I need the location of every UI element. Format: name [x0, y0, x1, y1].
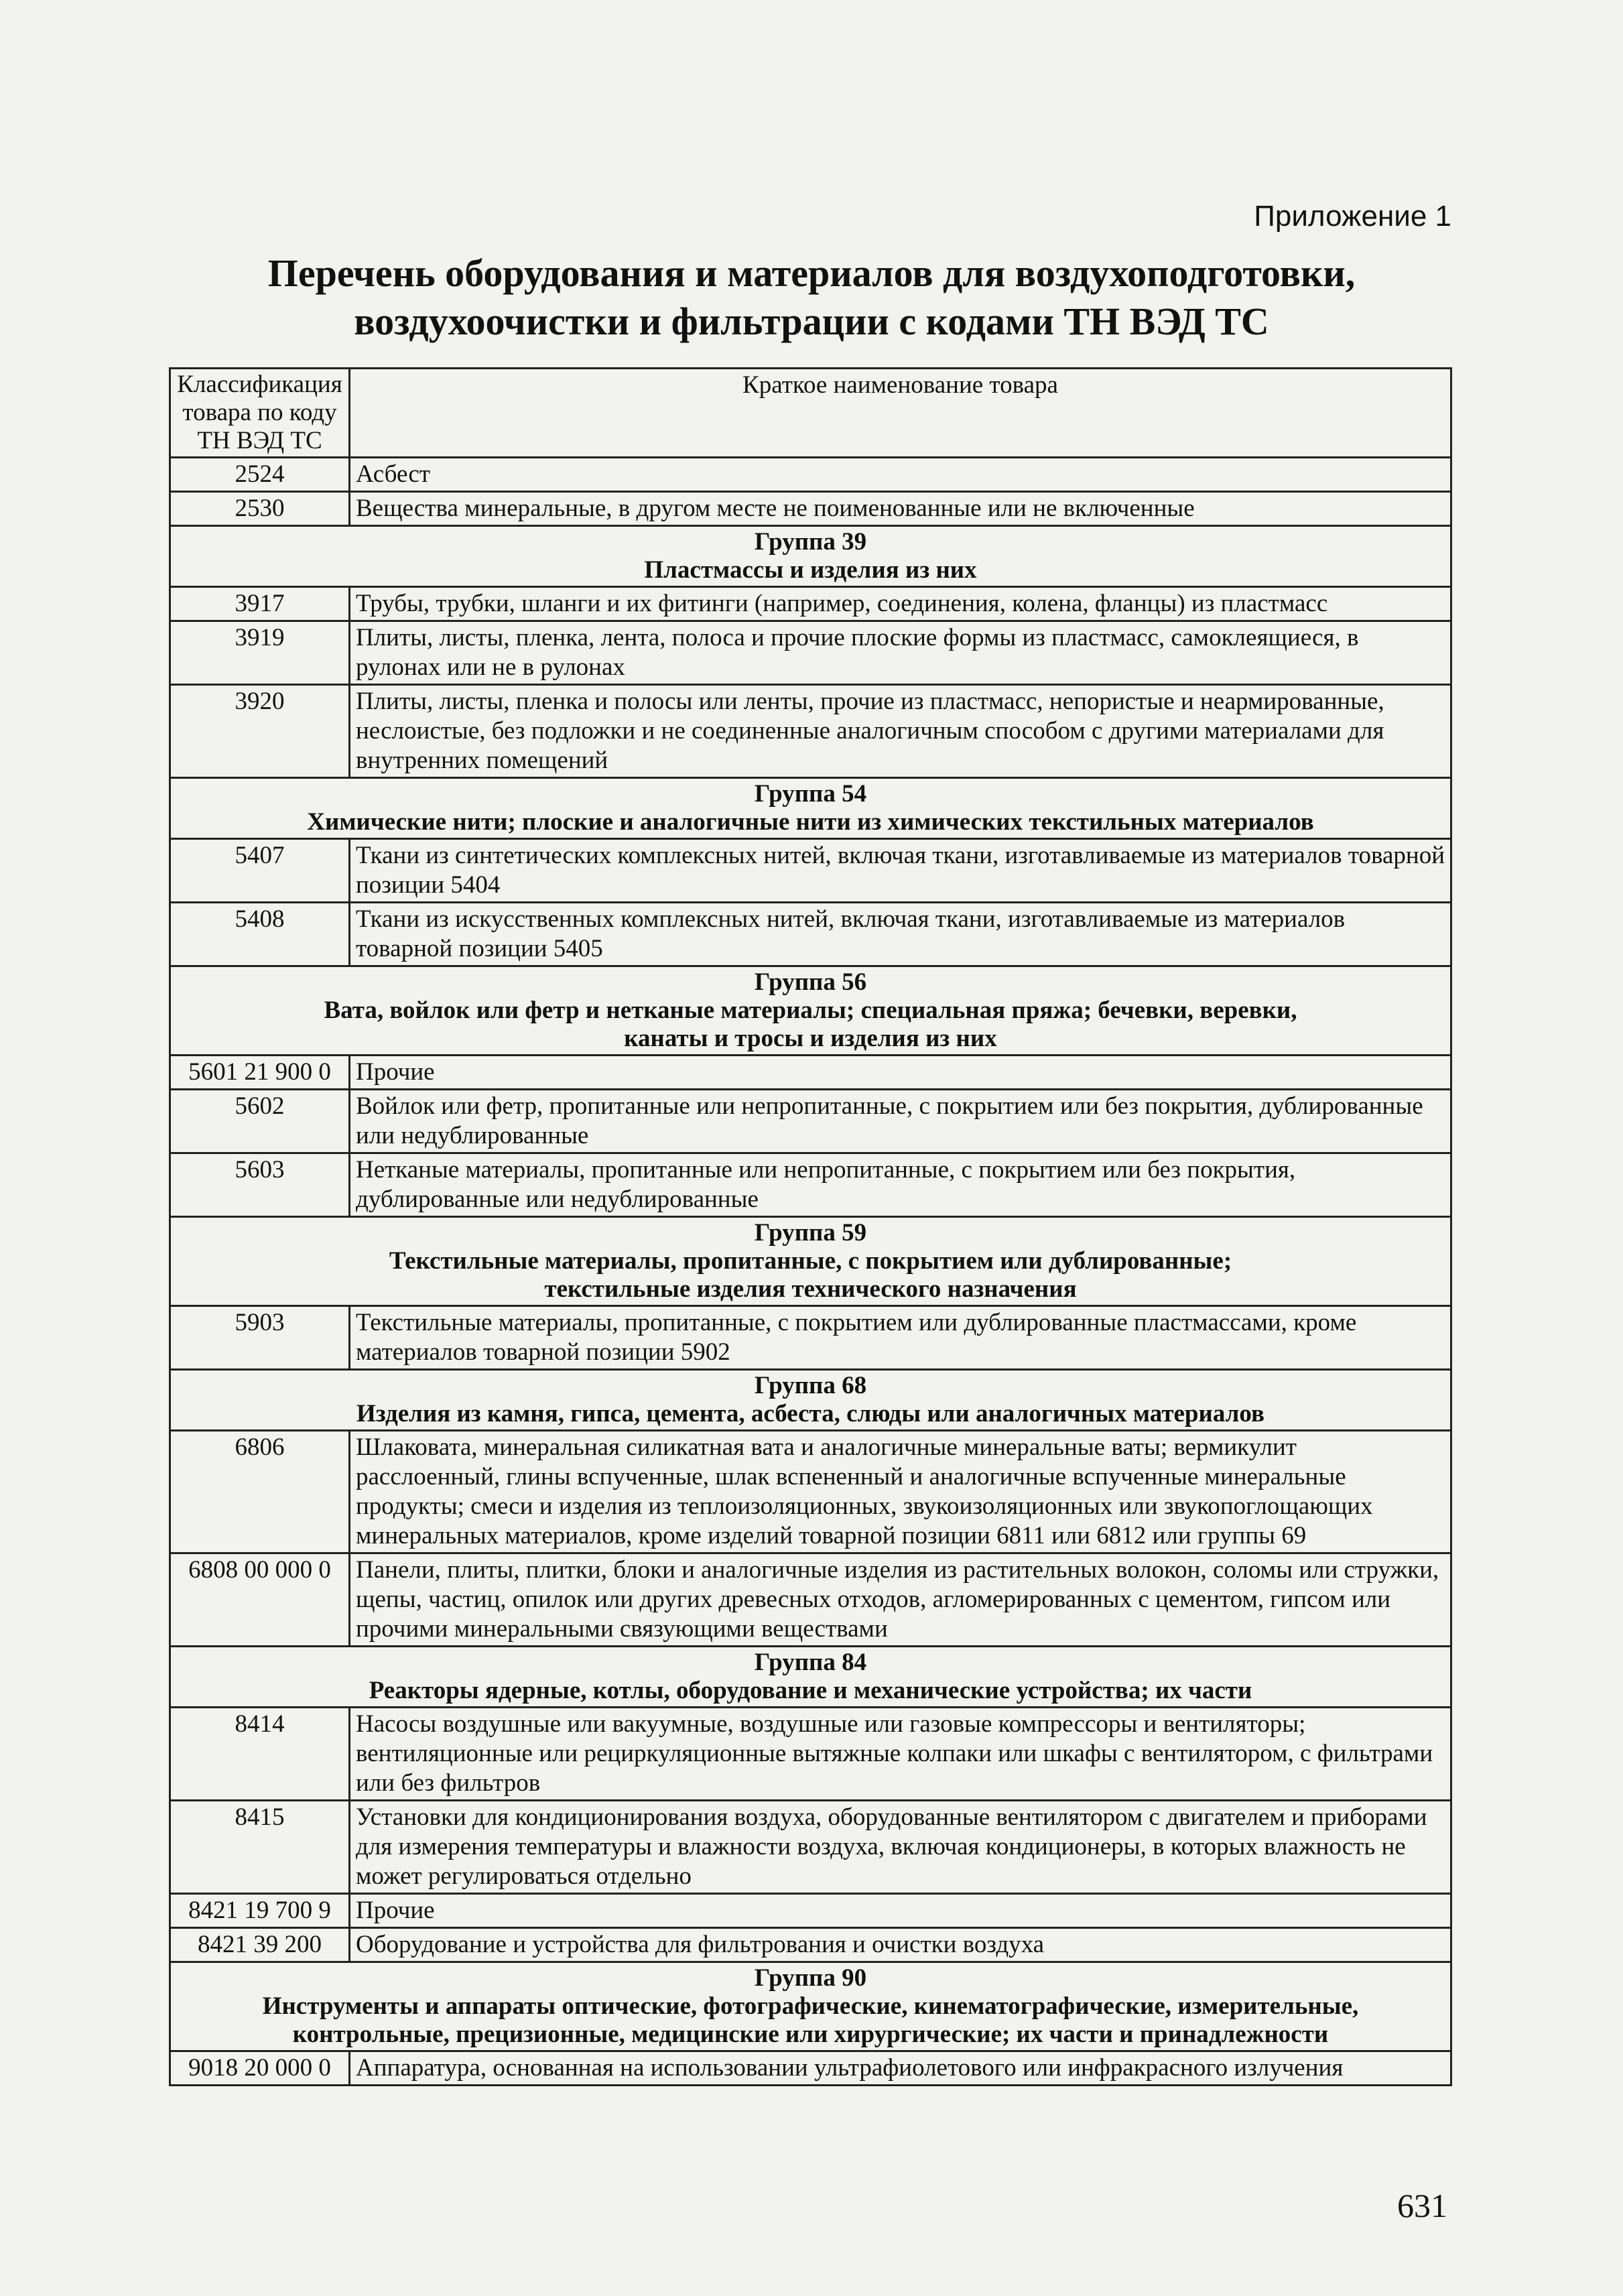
group-heading	[170, 1217, 1451, 1306]
page-number: 631	[1397, 2187, 1447, 2224]
hs-code-cell: 8415	[170, 1801, 350, 1894]
table-row	[170, 587, 1451, 621]
hs-code-cell: 6808 00 000 0	[170, 1553, 350, 1647]
product-name-cell: Насосы воздушные или вакуумные, воздушные или газовые компрессоры и вентиляторы; вентиляционные или рециркуляционные вытяжные колпаки или шкафы с вентилятором, с фильтрами или без фильтров	[350, 1708, 1451, 1801]
group-title-1: Пластмассы и изделия из них	[644, 556, 977, 584]
table-row	[170, 839, 1451, 903]
product-name-cell: Аппаратура, основанная на использовании ультрафиолетового или инфракрасного излучения	[350, 2051, 1451, 2086]
hs-code-cell: 6806	[170, 1431, 350, 1553]
group-row	[170, 966, 1451, 1056]
group-row	[170, 778, 1451, 839]
header-code-line-2: товара по коду	[182, 399, 337, 426]
hs-code-cell: 3920	[170, 685, 350, 778]
table-row	[170, 621, 1451, 685]
product-name-cell: Ткани из искусственных комплексных нитей, включая ткани, изготавливаемые из материалов товарной позиции 5405	[350, 903, 1451, 966]
group-number: Группа 68	[754, 1372, 867, 1399]
table-row	[170, 1431, 1451, 1553]
group-title-1: Изделия из камня, гипса, цемента, асбеста, слюды или аналогичных материалов	[356, 1400, 1264, 1427]
header-code-line-3: ТН ВЭД ТС	[197, 427, 322, 454]
group-row	[170, 1962, 1451, 2051]
product-name-cell: Шлаковата, минеральная силикатная вата и аналогичные минеральные ваты; вермикулит расслоенный, глины вспученные, шлак вспененный и аналогичные вспученные минеральные продукты; смеси и изделия из теплоизоляционных, звукоизоляционных или звукопоглощающих минеральных материалов, кроме изделий товарной позиции 6811 или 6812 или группы 69	[350, 1431, 1451, 1553]
hs-code-cell: 8421 19 700 9	[170, 1894, 350, 1928]
product-name-cell: Панели, плиты, плитки, блоки и аналогичные изделия из растительных волокон, соломы или стружки, щепы, частиц, опилок или других древесных отходов, агломерированных с цементом, гипсом или прочими минеральными связующими веществами	[350, 1553, 1451, 1647]
hs-code-cell: 5408	[170, 903, 350, 966]
product-name-cell: Трубы, трубки, шланги и их фитинги (например, соединения, колена, фланцы) из пластмасс	[350, 587, 1451, 621]
header-product-name: Краткое наименование товара	[350, 369, 1451, 458]
group-title-1: Инструменты и аппараты оптические, фотографические, кинематографические, измерительные,	[262, 1992, 1359, 2020]
hs-code-cell: 5601 21 900 0	[170, 1056, 350, 1090]
product-name-cell: Прочие	[350, 1894, 1451, 1928]
table-row	[170, 1153, 1451, 1217]
group-number: Группа 39	[754, 528, 867, 556]
table-row	[170, 903, 1451, 966]
table-row	[170, 2051, 1451, 2086]
hs-code-cell: 3919	[170, 621, 350, 685]
hs-code-cell: 2530	[170, 492, 350, 526]
group-title-2: контрольные, прецизионные, медицинские или хирургические; их части и принадлежности	[292, 2021, 1329, 2048]
group-heading	[170, 966, 1451, 1056]
product-name-cell: Асбест	[350, 458, 1451, 492]
group-heading	[170, 1370, 1451, 1431]
hs-code-cell: 5903	[170, 1306, 350, 1370]
hs-code-cell: 8414	[170, 1708, 350, 1801]
group-row	[170, 526, 1451, 587]
table-row	[170, 458, 1451, 492]
group-row	[170, 1370, 1451, 1431]
product-name-cell: Оборудование и устройства для фильтрования и очистки воздуха	[350, 1928, 1451, 1962]
product-name-cell: Прочие	[350, 1056, 1451, 1090]
appendix-label: Приложение 1	[1254, 200, 1451, 233]
group-row	[170, 1217, 1451, 1306]
product-name-cell: Плиты, листы, пленка, лента, полоса и прочие плоские формы из пластмасс, самоклеящиеся, в рулонах или не в рулонах	[350, 621, 1451, 685]
table-row	[170, 1894, 1451, 1928]
group-row	[170, 1647, 1451, 1708]
group-heading	[170, 526, 1451, 587]
hs-code-cell: 9018 20 000 0	[170, 2051, 350, 2086]
group-heading	[170, 1962, 1451, 2051]
hs-code-cell: 5602	[170, 1090, 350, 1153]
hs-code-cell: 5603	[170, 1153, 350, 1217]
product-name-cell: Нетканые материалы, пропитанные или непропитанные, с покрытием или без покрытия, дублированные или недублированные	[350, 1153, 1451, 1217]
header-classification	[170, 369, 350, 458]
group-title-1: Реакторы ядерные, котлы, оборудование и механические устройства; их части	[369, 1677, 1252, 1704]
group-number: Группа 59	[754, 1219, 867, 1247]
hs-code-cell: 3917	[170, 587, 350, 621]
group-number: Группа 54	[754, 780, 867, 808]
product-name-cell: Установки для кондиционирования воздуха, оборудованные вентилятором с двигателем и приборами для измерения температуры и влажности воздуха, включая кондиционеры, в которых влажность не может регулироваться отдельно	[350, 1801, 1451, 1894]
title-line-1: Перечень оборудования и материалов для воздухоподготовки,	[267, 251, 1356, 295]
table-row	[170, 1928, 1451, 1962]
group-title-1: Химические нити; плоские и аналогичные нити из химических текстильных материалов	[307, 808, 1314, 836]
group-number: Группа 90	[754, 1964, 867, 1992]
group-title-1: Вата, войлок или фетр и нетканые материалы; специальная пряжа; бечевки, веревки,	[324, 997, 1297, 1024]
group-title-2: канаты и тросы и изделия из них	[624, 1025, 997, 1052]
table-row	[170, 1090, 1451, 1153]
product-name-cell: Плиты, листы, пленка и полосы или ленты, прочие из пластмасс, непористые и неармированные, неслоистые, без подложки и не соединенные аналогичным способом с другими материалами для внутренних помещений	[350, 685, 1451, 778]
table-row	[170, 1553, 1451, 1647]
title-line-2: воздухоочистки и фильтрации с кодами ТН ВЭД ТС	[354, 300, 1269, 343]
hs-code-cell: 5407	[170, 839, 350, 903]
table-row	[170, 1056, 1451, 1090]
hs-code-cell: 2524	[170, 458, 350, 492]
document-title	[134, 249, 1489, 346]
table-row	[170, 685, 1451, 778]
goods-table	[169, 367, 1452, 2086]
product-name-cell: Вещества минеральные, в другом месте не поименованные или не включенные	[350, 492, 1451, 526]
table-row	[170, 1708, 1451, 1801]
group-title-1: Текстильные материалы, пропитанные, с покрытием или дублированные;	[389, 1247, 1232, 1275]
product-name-cell: Ткани из синтетических комплексных нитей, включая ткани, изготавливаемые из материалов товарной позиции 5404	[350, 839, 1451, 903]
product-name-cell: Войлок или фетр, пропитанные или непропитанные, с покрытием или без покрытия, дублированные или недублированные	[350, 1090, 1451, 1153]
table-row	[170, 492, 1451, 526]
product-name-cell: Текстильные материалы, пропитанные, с покрытием или дублированные пластмассами, кроме материалов товарной позиции 5902	[350, 1306, 1451, 1370]
group-number: Группа 56	[754, 968, 867, 996]
table-row	[170, 1306, 1451, 1370]
table-body	[170, 458, 1451, 2086]
group-title-2: текстильные изделия технического назначения	[544, 1275, 1077, 1303]
group-heading	[170, 1647, 1451, 1708]
table-row	[170, 1801, 1451, 1894]
group-heading	[170, 778, 1451, 839]
hs-code-cell: 8421 39 200	[170, 1928, 350, 1962]
group-number: Группа 84	[754, 1649, 867, 1676]
table-header-row	[170, 369, 1451, 458]
header-code-line-1: Классификация	[177, 371, 342, 398]
